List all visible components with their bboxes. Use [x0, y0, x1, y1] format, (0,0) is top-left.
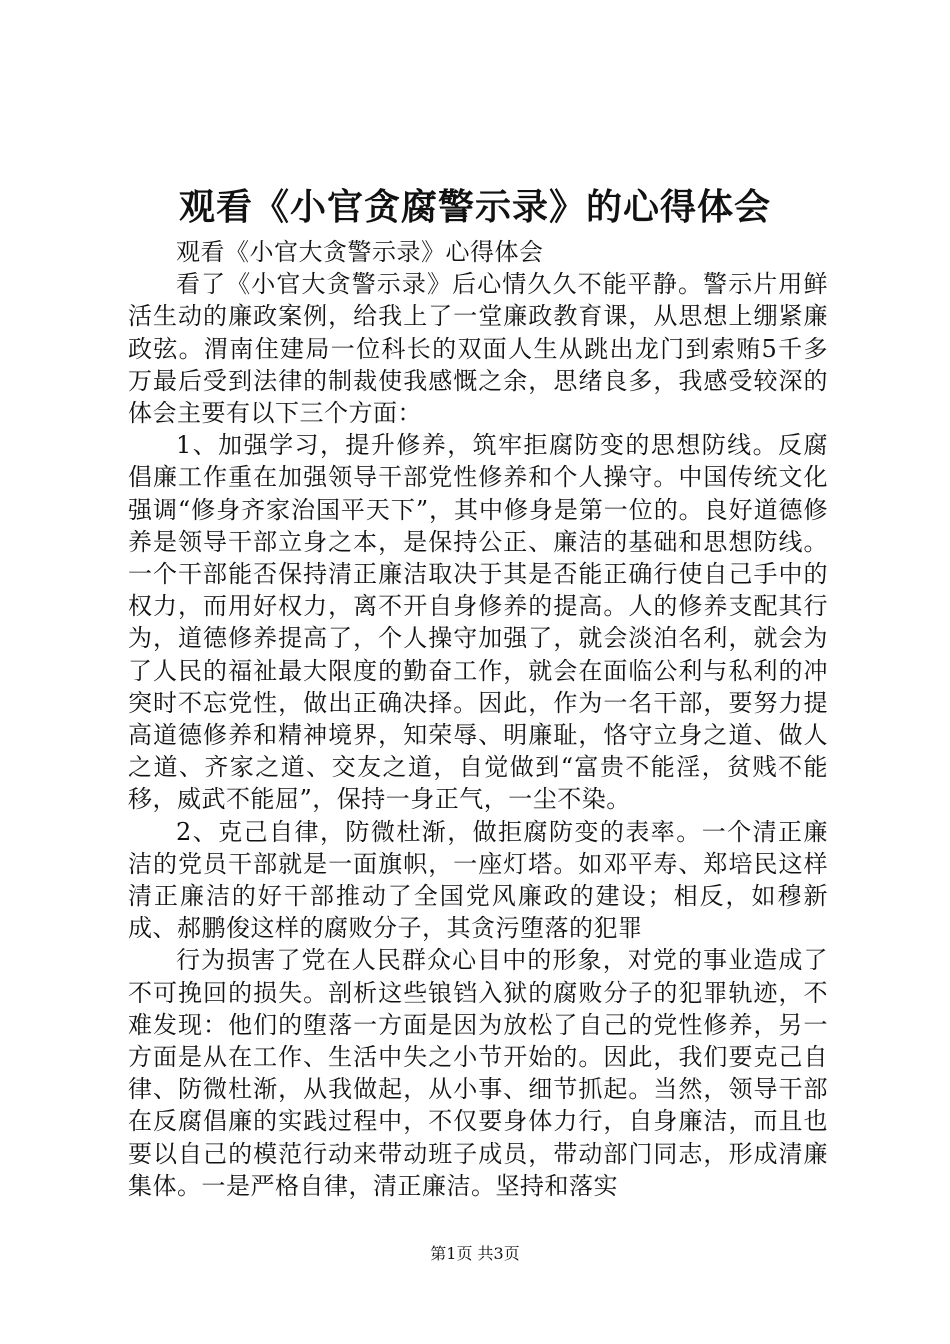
document-title: 观看《小官贪腐警示录》的心得体会: [178, 187, 771, 228]
paragraph-1: 看了《小官大贪警示录》后心情久久不能平静。警示片用鲜活生动的廉政案例，给我上了一堂廉政教育课，从思想上绷紧廉政弦。渭南住建局一位科长的双面人生从跳出龙门到索贿5千多万最后受到法律的制裁使我感慨之余，思绪良多，我感受较深的体会主要有以下三个方面：: [128, 270, 828, 428]
paragraph-3: 2、克己自律，防微杜渐，做拒腐防变的表率。一个清正廉洁的党员干部就是一面旗帜，一座灯塔。如邓平寿、郑培民这样清正廉洁的好干部推动了全国党风廉政的建设；相反，如穆新成、郝鹏俊这样的腐败分子，其贪污堕落的犯罪: [128, 817, 828, 943]
document-subtitle: 观看《小官大贪警示录》心得体会: [176, 238, 544, 266]
paragraph-2: 1、加强学习，提升修养，筑牢拒腐防变的思想防线。反腐倡廉工作重在加强领导干部党性修养和个人操守。中国传统文化强调“修身齐家治国平天下”，其中修身是第一位的。良好道德修养是领导干部立身之本，是保持公正、廉洁的基础和思想防线。一个干部能否保持清正廉洁取决于其是否能正确行使自己手中的权力，而用好权力，离不开自身修养的提高。人的修养支配其行为，道德修养提高了，个人操守加强了，就会淡泊名利，就会为了人民的福祉最大限度的勤奋工作，就会在面临公利与私利的冲突时不忘党性，做出正确决择。因此，作为一名干部，要努力提高道德修养和精神境界，知荣辱、明廉耻，恪守立身之道、做人之道、齐家之道、交友之道，自觉做到“富贵不能淫，贫贱不能移，威武不能屈”，保持一身正气，一尘不染。: [128, 431, 828, 814]
document-body: [128, 236, 828, 1202]
paragraph-4: 行为损害了党在人民群众心目中的形象，对党的事业造成了不可挽回的损失。剖析这些锒铛入狱的腐败分子的犯罪轨迹，不难发现：他们的堕落一方面是因为放松了自己的党性修养，另一方面是从在工作、生活中失之小节开始的。因此，我们要克己自律、防微杜渐，从我做起，从小事、细节抓起。当然，领导干部在反腐倡廉的实践过程中，不仅要身体力行，自身廉洁，而且也要以自己的模范行动来带动班子成员，带动部门同志，形成清廉集体。一是严格自律，清正廉洁。坚持和落实: [128, 946, 828, 1200]
page-number: 第1页 共3页: [430, 1244, 520, 1263]
